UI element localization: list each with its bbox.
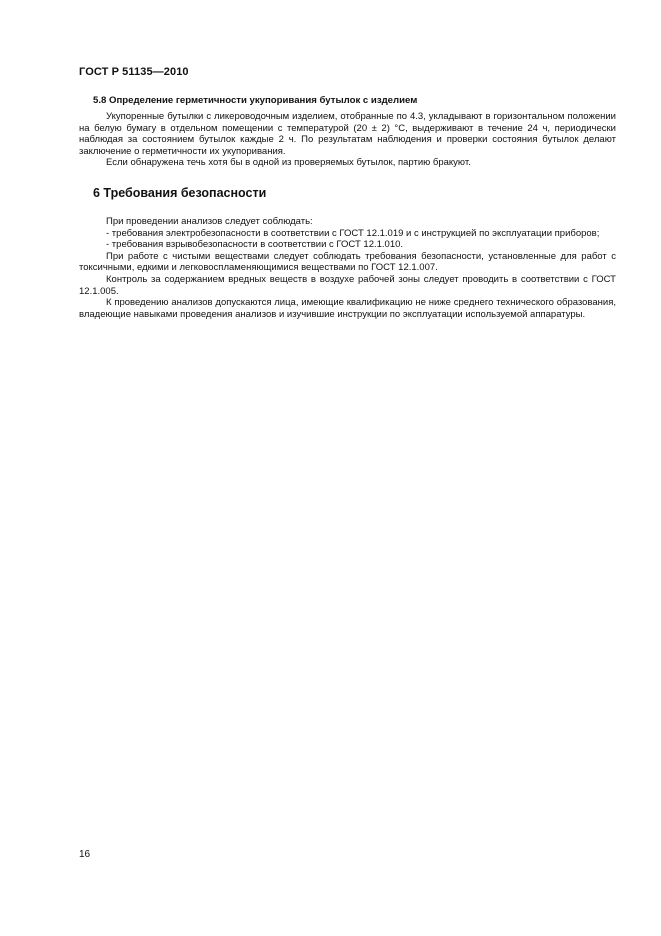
- section-6-title: 6 Требования безопасности: [93, 186, 267, 200]
- section-5-8-title: 5.8 Определение герметичности укупоривания бутылок с изделием: [93, 95, 418, 106]
- paragraph: Контроль за содержанием вредных веществ в воздухе рабочей зоны следует проводить в соответствии с ГОСТ 12.1.005.: [79, 273, 616, 297]
- page-number: 16: [79, 849, 91, 860]
- paragraph: К проведению анализов допускаются лица, имеющие квалификацию не ниже среднего технического образования, владеющие навыками проведения анализов и изучившие инструкции по эксплуатации используемой аппаратуры.: [79, 297, 616, 320]
- paragraph: При работе с чистыми веществами следует соблюдать требования безопасности, установленные для работ с токсичными, едкими и легковоспламеняющимися веществами по ГОСТ 12.1.007.: [79, 250, 616, 274]
- paragraph: - требования взрывобезопасности в соответствии с ГОСТ 12.1.010.: [106, 239, 404, 251]
- paragraph: Укупоренные бутылки с ликероводочным изделием, отобранные по 4.3, укладывают в горизонтальном положении на белую бумагу в отдельном помещении с температурой (20 ± 2) °С, выдерживают в течение 24 ч, периодически наблюдая за состоянием бутылок каждые 2 ч. По результатам наблюдения и проверки состояния бутылок делают заключение о герметичности их укупоривания.: [79, 111, 616, 157]
- document-header: ГОСТ Р 51135—2010: [79, 66, 189, 78]
- paragraph: - требования электробезопасности в соответствии с ГОСТ 12.1.019 и с инструкцией по эксплуатации приборов;: [106, 227, 600, 239]
- paragraph: Если обнаружена течь хотя бы в одной из проверяемых бутылок, партию бракуют.: [106, 157, 471, 169]
- section-5-8-body: [79, 111, 616, 169]
- paragraph: При проведении анализов следует соблюдать:: [106, 216, 313, 227]
- section-6-body: [79, 216, 616, 320]
